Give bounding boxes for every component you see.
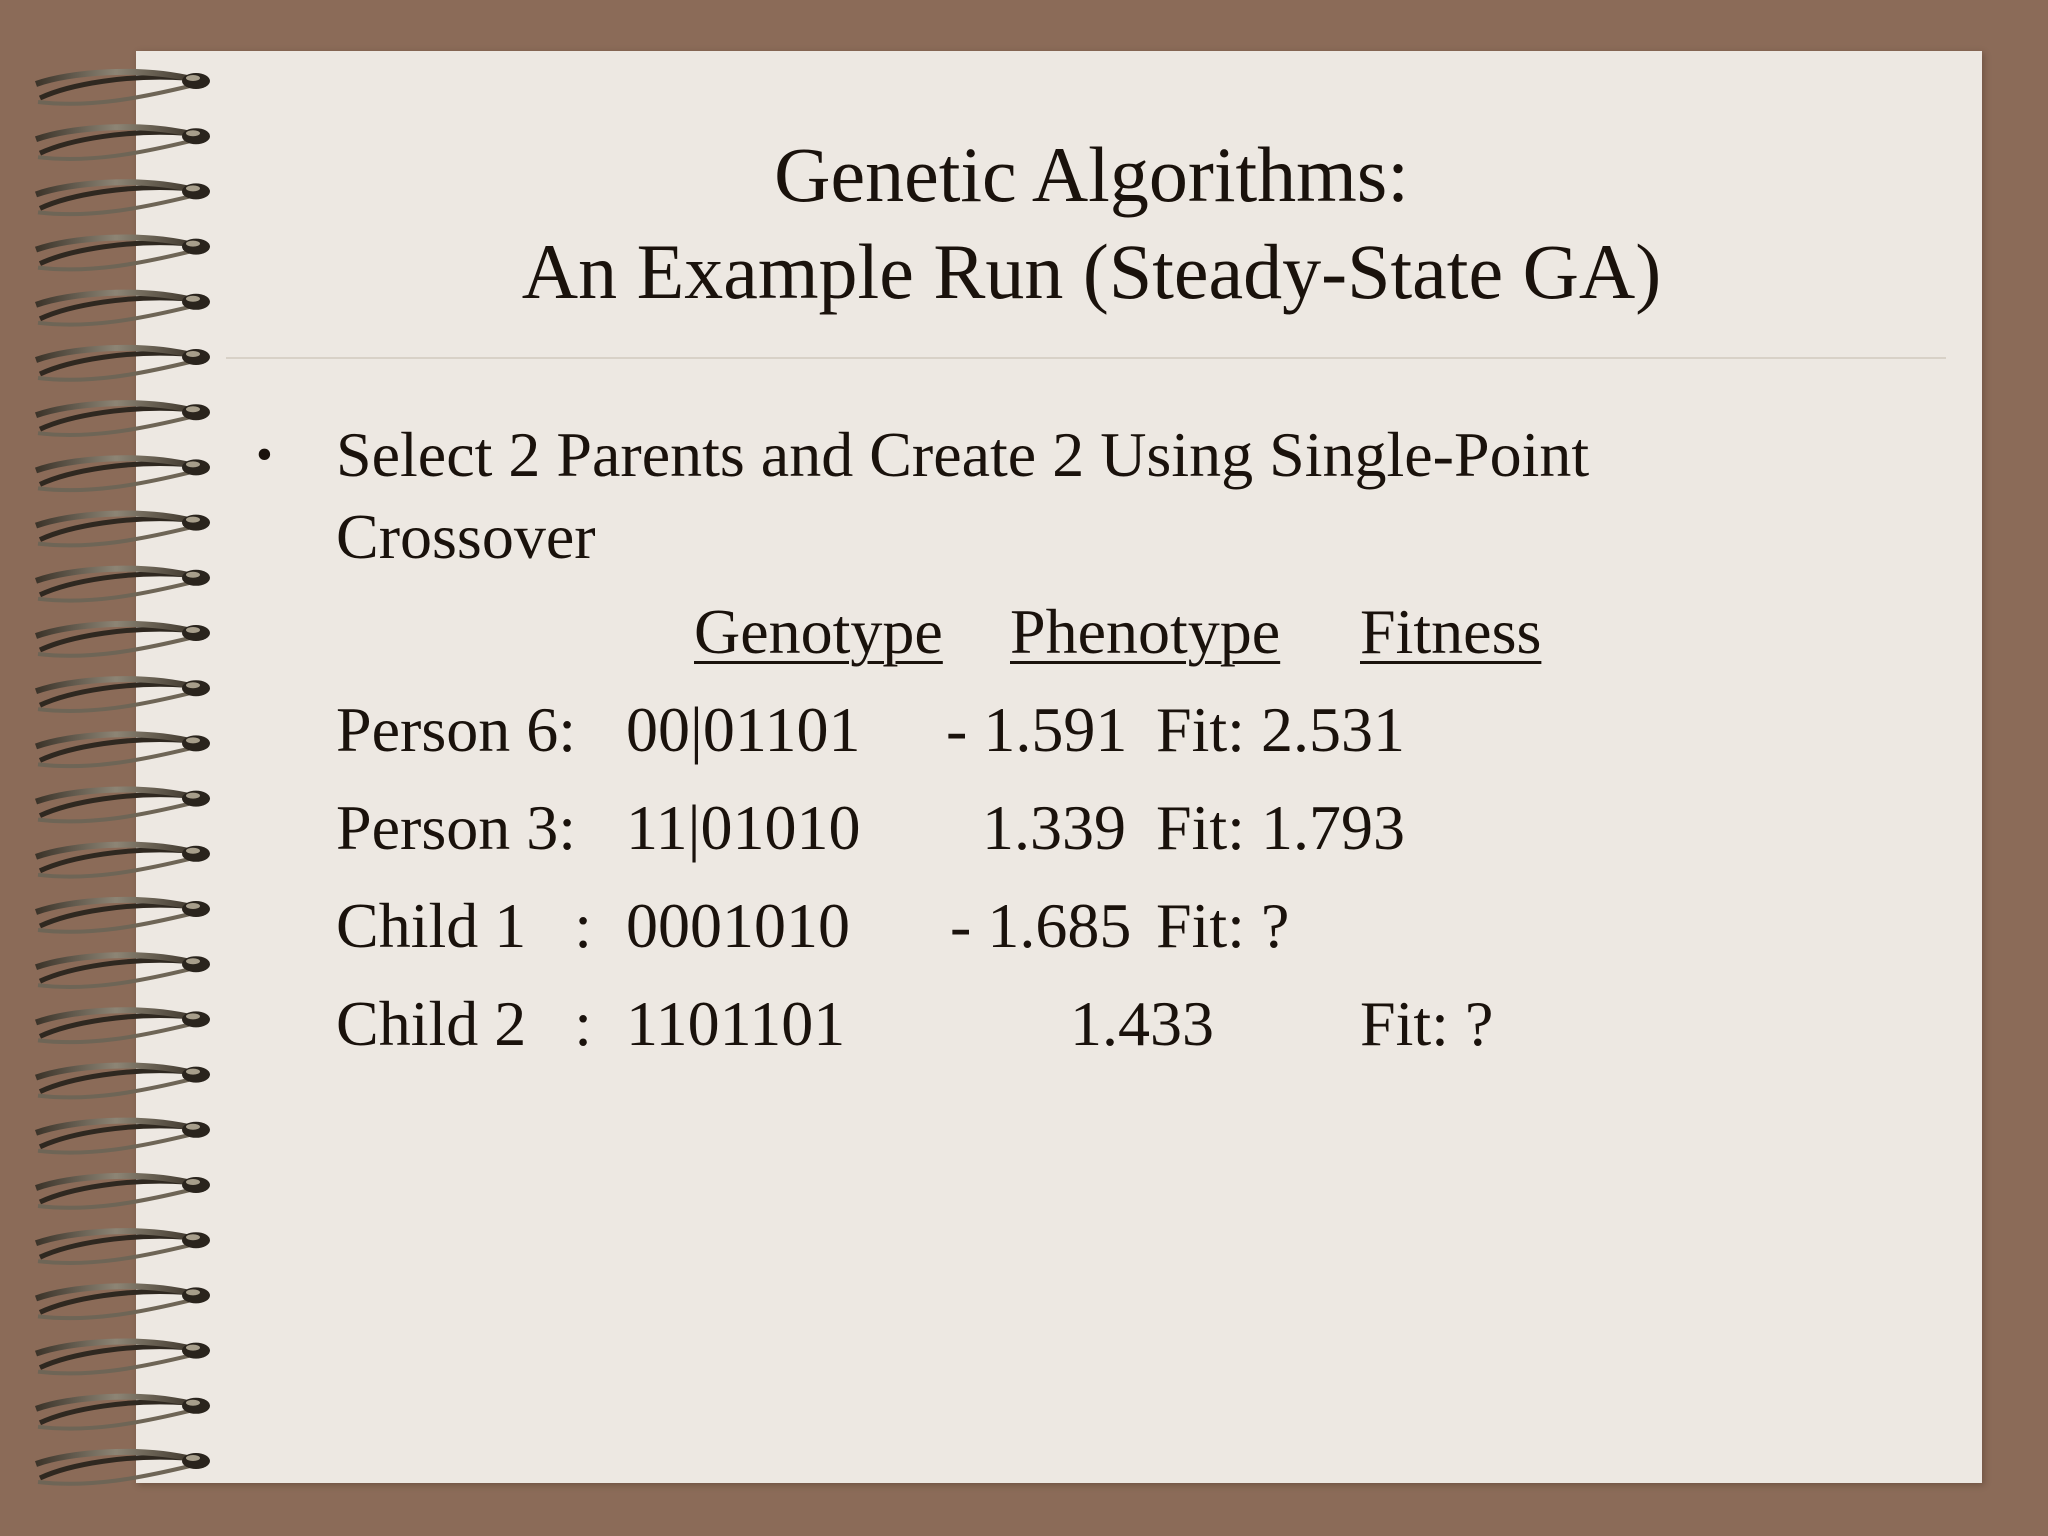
spiral-coil — [36, 1452, 210, 1484]
spiral-coil — [36, 1342, 210, 1374]
row-genotype: 0001010 — [626, 890, 850, 961]
spiral-coil — [36, 569, 210, 601]
row-label: Child 1 : — [336, 890, 593, 961]
spiral-coil — [36, 1121, 210, 1153]
spiral-coil — [36, 1010, 210, 1042]
row-genotype: 00|01101 — [626, 694, 861, 765]
spiral-coil — [36, 845, 210, 877]
spiral-coil — [36, 1066, 210, 1098]
row-fitness: Fit: 2.531 — [1156, 694, 1405, 765]
row-label: Child 2 : — [336, 988, 593, 1059]
title-line-2: An Example Run (Steady-State GA) — [521, 228, 1662, 315]
header-fitness: Fitness — [1360, 596, 1542, 667]
header-genotype: Genotype — [694, 596, 943, 667]
spiral-coil — [36, 734, 210, 766]
row-phenotype: 1.339 — [982, 792, 1126, 863]
spiral-coil — [36, 348, 210, 380]
row-label: Person 3: — [336, 792, 576, 863]
spiral-coil — [36, 790, 210, 822]
spiral-coil — [36, 955, 210, 987]
slide-title — [136, 126, 2047, 320]
spiral-coil — [36, 679, 210, 711]
spiral-coil — [36, 514, 210, 546]
title-divider — [226, 357, 1946, 359]
spiral-coil — [36, 624, 210, 656]
spiral-coil — [36, 403, 210, 435]
row-fitness: Fit: ? — [1156, 890, 1290, 961]
row-genotype: 1101101 — [626, 988, 846, 1059]
row-genotype: 11|01010 — [626, 792, 861, 863]
row-phenotype: - 1.685 — [950, 890, 1132, 961]
row-phenotype: - 1.591 — [946, 694, 1128, 765]
spiral-coil — [36, 1176, 210, 1208]
spiral-coil — [36, 1231, 210, 1263]
header-phenotype: Phenotype — [1010, 596, 1281, 667]
row-phenotype: 1.433 — [1070, 988, 1214, 1059]
row-fitness: Fit: ? — [1360, 988, 1494, 1059]
bullet-text: Select 2 Parents and Create 2 Using Single-Point Crossover — [336, 419, 1590, 572]
title-line-1: Genetic Algorithms: — [774, 131, 1409, 218]
bullet-marker: • — [256, 428, 273, 481]
spiral-coil — [36, 1286, 210, 1318]
spiral-coil — [36, 72, 210, 104]
spiral-coil — [36, 1397, 210, 1429]
row-label: Person 6: — [336, 694, 576, 765]
spiral-coil — [36, 458, 210, 490]
row-fitness: Fit: 1.793 — [1156, 792, 1405, 863]
spiral-coil — [36, 900, 210, 932]
